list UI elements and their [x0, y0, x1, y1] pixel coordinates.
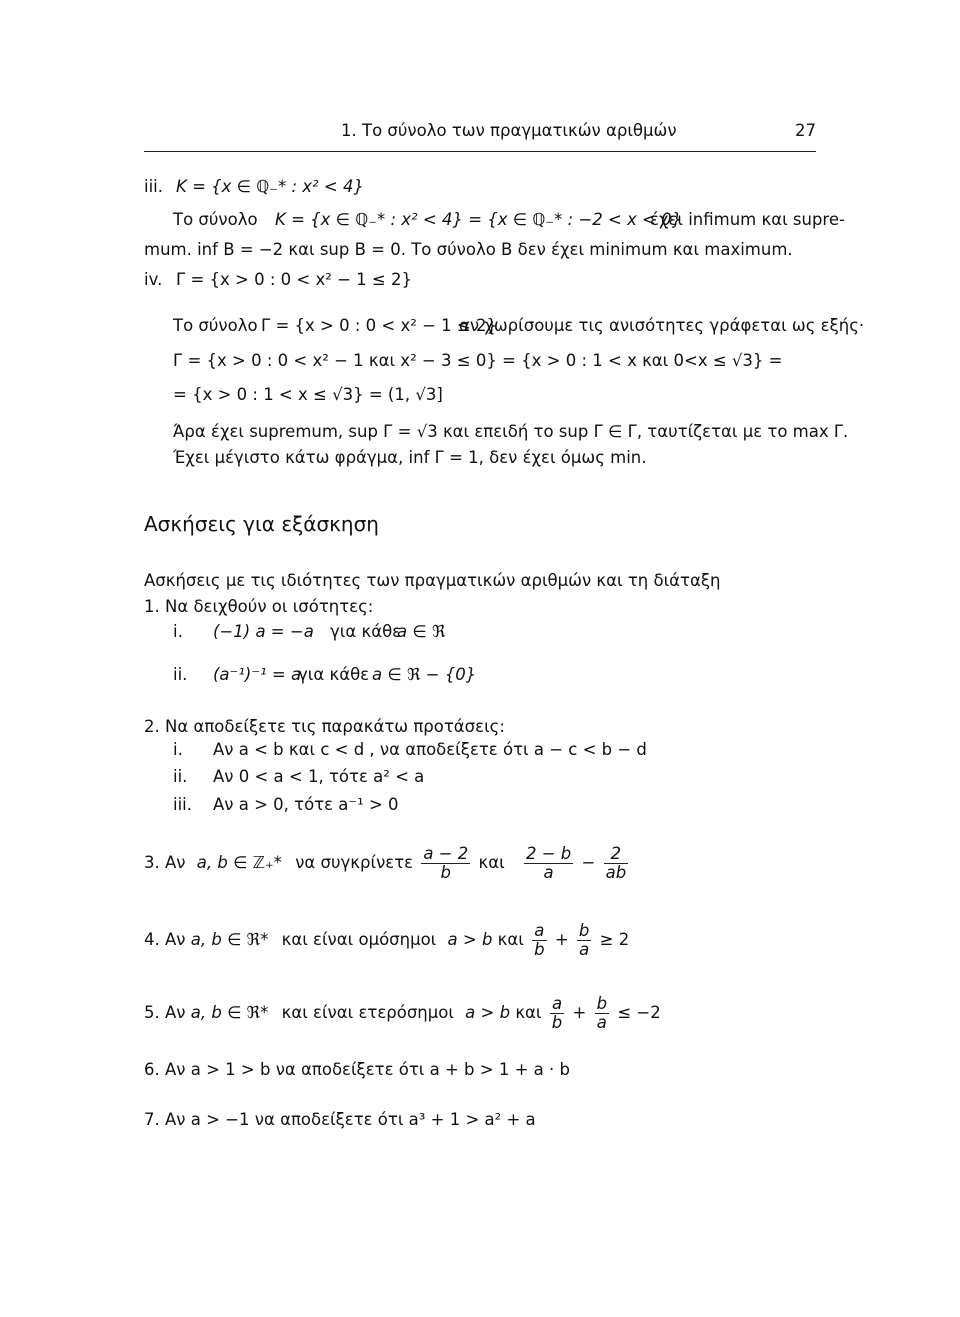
exercise-1-ii-math: (a⁻¹)⁻¹ = a [213, 665, 302, 684]
exercise-4-and: και [497, 930, 524, 949]
exercises-heading: Ασκήσεις για εξάσκηση [144, 512, 379, 536]
exercise-3-prefix: 3. Αν [144, 853, 186, 872]
exercise-3-fraction-2-numerator: 2 − b [525, 844, 572, 863]
example-iii-line1-tail: έχει infimum και supre- [650, 210, 845, 229]
example-iv-line1-math: Γ = {x > 0 : 0 < x² − 1 ≤ 2} [261, 316, 497, 335]
exercise-4-fraction-2 [577, 922, 591, 959]
exercise-7 [144, 1110, 536, 1130]
exercise-2-iii-label: iii. [173, 795, 192, 814]
exercise-6-text: a > 1 > b να αποδείξετε ότι a + b > 1 + a · b [190, 1060, 570, 1079]
exercise-3-fraction-3-denominator: ab [605, 863, 627, 882]
exercise-4-condition: a, b ∈ ℜ* [190, 930, 269, 949]
exercise-6-prefix: 6. Αν [144, 1060, 186, 1079]
exercise-3-fraction-3-numerator: 2 [604, 845, 629, 864]
exercise-4-plus: + [554, 930, 569, 949]
exercise-1-ii-label: ii. [173, 665, 188, 684]
exercise-5-fraction-1-numerator: a [550, 995, 564, 1014]
exercise-5-text: και είναι ετερόσημοι [281, 1003, 454, 1022]
exercise-3-condition: a, b ∈ ℤ₊* [196, 853, 282, 872]
exercise-4-fraction-2-numerator: b [578, 921, 590, 940]
exercise-1-ii-condition: a ∈ ℜ − {0} [372, 665, 477, 684]
exercise-7-text: a > −1 να αποδείξετε ότι a³ + 1 > a² + a [190, 1110, 536, 1129]
exercise-5-and: και [515, 1003, 542, 1022]
exercise-3-fraction-2 [524, 845, 573, 882]
exercise-1-i-label: i. [173, 622, 183, 641]
exercise-3 [144, 845, 631, 882]
example-iv-line1-tail: αν χωρίσουμε τις ανισότητες γράφεται ως εξής· [459, 316, 865, 335]
exercise-4-fraction-1-denominator: b [534, 940, 545, 959]
exercise-5-fraction-2 [595, 995, 609, 1032]
example-iv-set-definition: Γ = {x > 0 : 0 < x² − 1 ≤ 2} [176, 270, 412, 289]
example-iii-line1-text: Το σύνολο [173, 210, 258, 229]
exercise-6 [144, 1060, 570, 1080]
exercise-4-fraction-1 [532, 922, 546, 959]
exercise-1-i-math: (−1) a = −a [213, 622, 314, 641]
exercise-5-fraction-2-numerator: b [596, 994, 608, 1013]
exercise-2-i-label: i. [173, 740, 183, 759]
exercise-3-text: να συγκρίνετε [295, 853, 414, 872]
exercise-3-fraction-1-numerator: a − 2 [423, 844, 469, 863]
exercise-5-plus: + [572, 1003, 587, 1022]
example-iii-set-definition: K = {x ∈ ℚ₋* : x² < 4} [176, 177, 364, 196]
exercise-5-fraction-2-denominator: a [596, 1013, 607, 1032]
exercise-1-i-text: για κάθε [330, 622, 402, 641]
exercise-5-fraction-1-denominator: b [551, 1013, 563, 1032]
exercise-7-prefix: 7. Αν [144, 1110, 186, 1129]
exercise-1-title: 1. Να δειχθούν οι ισότητες: [144, 597, 374, 616]
exercise-4-fraction-1-numerator: a [532, 922, 546, 941]
exercise-3-minus: − [581, 853, 596, 872]
exercise-5-relation: a > b [465, 1003, 511, 1022]
exercise-2-i-text: Αν a < b και c < d , να αποδείξετε ότι a − c < b − d [213, 740, 647, 759]
exercise-5 [144, 995, 661, 1032]
exercise-2-ii-text: Αν 0 < a < 1, τότε a² < a [213, 767, 425, 786]
exercise-1-i-condition: a ∈ ℜ [397, 622, 446, 641]
example-iv-line1-text: Το σύνολο [173, 316, 258, 335]
example-iv-line3: = {x > 0 : 1 < x ≤ √3} = (1, √3] [173, 385, 443, 404]
header-rule [144, 151, 816, 152]
running-header-title: 1. Το σύνολο των πραγματικών αριθμών [341, 121, 677, 140]
exercise-3-fraction-2-denominator: a [543, 863, 554, 882]
exercise-5-prefix: 5. Αν [144, 1003, 186, 1022]
exercise-2-title: 2. Να αποδείξετε τις παρακάτω προτάσεις: [144, 717, 505, 736]
exercise-4-text: και είναι ομόσημοι [281, 930, 437, 949]
example-iii-label: iii. [144, 177, 163, 196]
example-iii-line2: mum. inf B = −2 και sup B = 0. Το σύνολο B δεν έχει minimum και maximum. [144, 240, 793, 259]
exercise-4-tail: ≥ 2 [599, 930, 630, 949]
exercise-3-fraction-1-denominator: b [440, 863, 452, 882]
exercise-3-and: και [478, 853, 505, 872]
exercise-5-tail: ≤ −2 [617, 1003, 661, 1022]
exercise-4 [144, 922, 629, 959]
example-iv-line4: Άρα έχει supremum, sup Γ = √3 και επειδή το sup Γ ∈ Γ, ταυτίζεται με το max Γ. [173, 422, 849, 441]
example-iv-line2: Γ = {x > 0 : 0 < x² − 1 και x² − 3 ≤ 0} = {x > 0 : 1 < x και 0<x ≤ √3} = [173, 351, 783, 370]
exercise-2-ii-label: ii. [173, 767, 188, 786]
exercise-3-fraction-1 [421, 845, 470, 882]
exercise-2-iii-text: Αν a > 0, τότε a⁻¹ > 0 [213, 795, 399, 814]
example-iv-line5: Έχει μέγιστο κάτω φράγμα, inf Γ = 1, δεν έχει όμως min. [173, 448, 647, 467]
exercise-3-fraction-3 [604, 845, 629, 882]
example-iv-label: iv. [144, 270, 163, 289]
exercises-subheading: Ασκήσεις με τις ιδιότητες των πραγματικών αριθμών και τη διάταξη [144, 571, 721, 590]
page-number: 27 [795, 121, 816, 140]
exercise-4-fraction-2-denominator: a [579, 940, 590, 959]
exercise-1-ii-text: για κάθε [298, 665, 370, 684]
exercise-5-condition: a, b ∈ ℜ* [190, 1003, 269, 1022]
example-iii-line1-math: K = {x ∈ ℚ₋* : x² < 4} = {x ∈ ℚ₋* : −2 < x < 0} [275, 210, 683, 229]
exercise-4-prefix: 4. Αν [144, 930, 186, 949]
exercise-4-relation: a > b [447, 930, 493, 949]
exercise-5-fraction-1 [550, 995, 564, 1032]
